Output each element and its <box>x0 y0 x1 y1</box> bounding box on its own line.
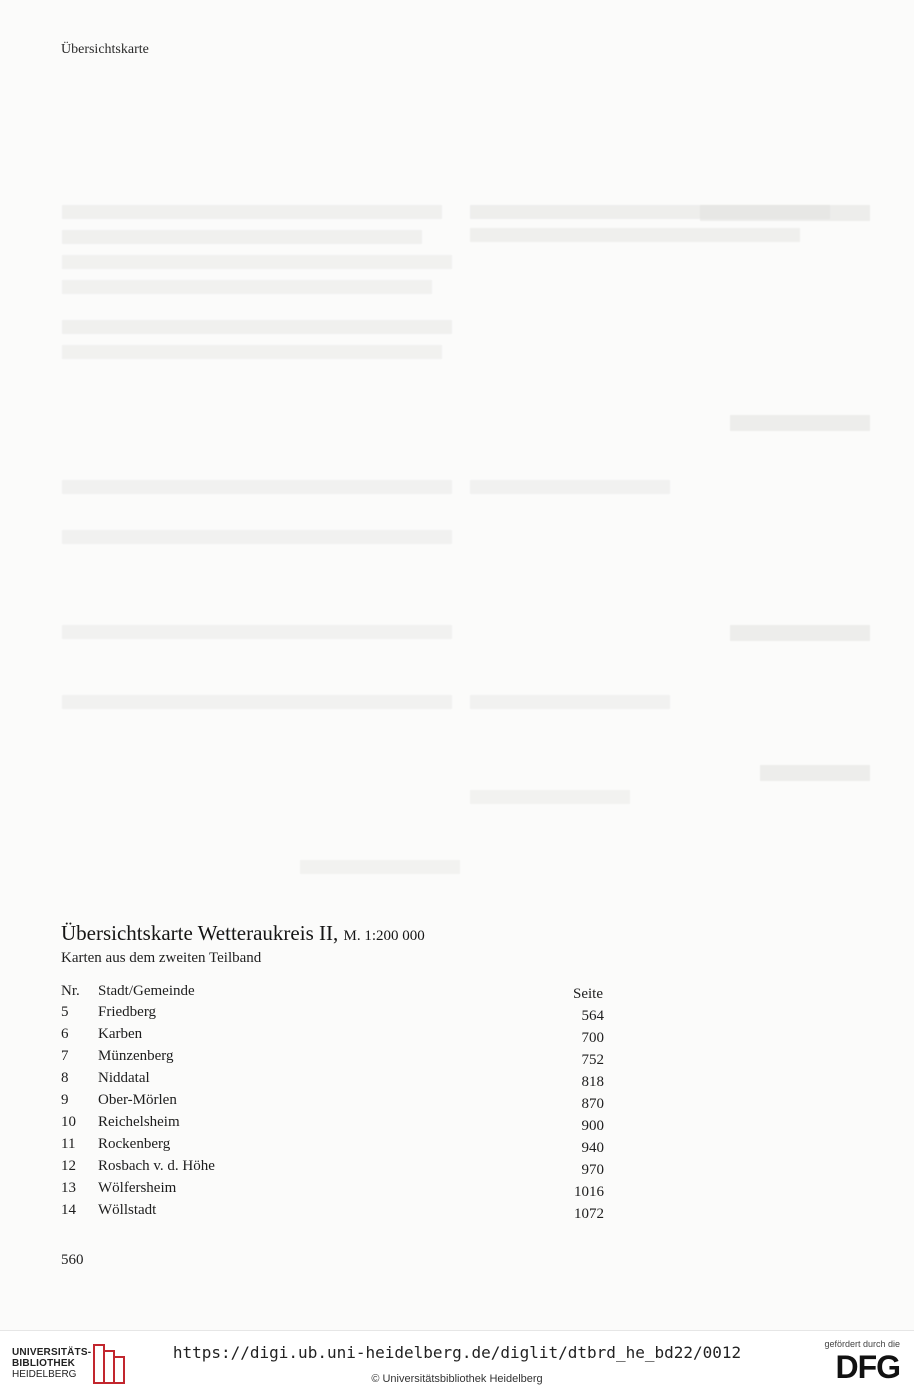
table-row <box>0 1004 914 1026</box>
running-title: Übersichtskarte <box>61 42 149 57</box>
row-municipality: Wöllstadt <box>98 1202 157 1218</box>
table-row <box>0 1070 914 1092</box>
table-row <box>0 1114 914 1136</box>
permalink-url[interactable]: https://digi.ub.uni-heidelberg.de/diglit/dtbrd_he_bd22/0012 <box>172 1343 742 1362</box>
row-number: 12 <box>61 1158 76 1174</box>
library-line-1: UNIVERSITÄTS- <box>12 1347 92 1358</box>
row-page: 870 <box>581 1096 604 1112</box>
row-page: 1072 <box>574 1206 604 1222</box>
row-number: 14 <box>61 1202 76 1218</box>
funder-note: gefördert durch die <box>824 1339 900 1349</box>
row-municipality: Niddatal <box>98 1070 150 1086</box>
row-number: 6 <box>61 1026 69 1042</box>
row-page: 700 <box>581 1030 604 1046</box>
map-scale: M. 1:200 000 <box>343 928 425 944</box>
row-page: 818 <box>581 1074 604 1090</box>
copyright-notice: © Universitätsbibliothek Heidelberg <box>371 1373 543 1385</box>
row-municipality: Ober-Mörlen <box>98 1092 177 1108</box>
table-row <box>0 1136 914 1158</box>
table-row <box>0 1092 914 1114</box>
map-title-main: Übersichtskarte Wetteraukreis II, <box>61 921 339 945</box>
row-page: 752 <box>581 1052 604 1068</box>
table-row <box>0 1180 914 1202</box>
row-municipality: Karben <box>98 1026 143 1042</box>
row-page: 564 <box>581 1008 604 1024</box>
column-header-page: Seite <box>573 986 603 1002</box>
table-row <box>0 1158 914 1180</box>
viewer-footer <box>0 1330 914 1396</box>
map-title <box>61 921 425 946</box>
column-header-name: Stadt/Gemeinde <box>98 983 195 999</box>
row-number: 8 <box>61 1070 69 1086</box>
row-page: 940 <box>581 1140 604 1156</box>
row-municipality: Rockenberg <box>98 1136 171 1152</box>
map-subtitle: Karten aus dem zweiten Teilband <box>61 950 262 966</box>
row-number: 5 <box>61 1004 69 1020</box>
page-number: 560 <box>61 1252 84 1268</box>
row-municipality: Reichelsheim <box>98 1114 180 1130</box>
row-number: 13 <box>61 1180 76 1196</box>
table-row <box>0 1026 914 1048</box>
row-number: 7 <box>61 1048 69 1064</box>
library-line-3: HEIDELBERG <box>12 1369 77 1380</box>
row-number: 9 <box>61 1092 69 1108</box>
column-header-nr: Nr. <box>61 983 80 999</box>
row-municipality: Münzenberg <box>98 1048 174 1064</box>
row-number: 10 <box>61 1114 76 1130</box>
row-number: 11 <box>61 1136 76 1152</box>
row-page: 970 <box>581 1162 604 1178</box>
table-row <box>0 1202 914 1224</box>
row-page: 900 <box>581 1118 604 1134</box>
row-page: 1016 <box>574 1184 604 1200</box>
row-municipality: Friedberg <box>98 1004 157 1020</box>
dfg-logo[interactable]: DFG <box>835 1349 900 1385</box>
library-line-2: BIBLIOTHEK <box>12 1358 76 1369</box>
table-row <box>0 1048 914 1070</box>
row-municipality: Rosbach v. d. Höhe <box>98 1158 215 1174</box>
row-municipality: Wölfersheim <box>98 1180 177 1196</box>
